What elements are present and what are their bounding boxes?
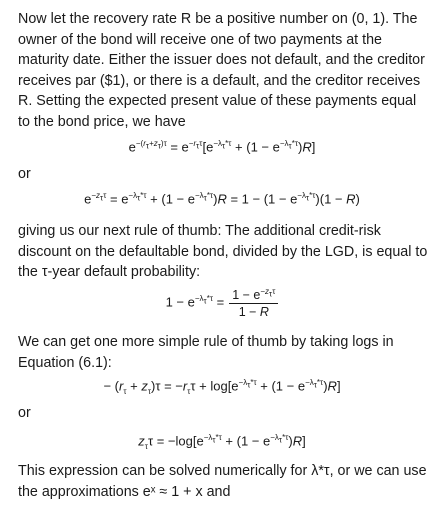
paragraph-numerical-solution: This expression can be solved numerically for λ*τ, or we can use the approximations eˣ ≈ 1 + x and [18,463,427,500]
fraction-denominator: 1 − R [238,305,269,320]
fraction-numerator: $1 - e^{-z_\tau\tau}$ [229,285,278,304]
connector-or-1: or [18,166,31,182]
equation-spread-log: $z_\tau\tau = -\log[e^{-\lambda_\tau*\tau} + (1 - e^{-\lambda_\tau*\tau})R]$ [138,433,306,451]
equation-lhs: $1 - e^{-\lambda_\tau*\tau}$ = [165,294,225,310]
paragraph-rule-of-thumb: giving us our next rule of thumb: The additional credit-risk discount on the defaultable bond, divided by the LGD, is equal to the τ-year default probability: [18,223,428,280]
paragraph-recovery-rate: Now let the recovery rate R be a positive number on (0, 1). The owner of the bond will receive one of two payments at the maturity date. Either the issuer does not default, and the creditor receives par ($1), or there is a default, and the creditor receives R. Setting the expected present value of these payments equal to the bond price, we have [18,11,425,130]
equation-default-probability [0,285,444,319]
equation-log-form: − $(r_\tau + z_\tau)\tau = -r_\tau\tau + \log[e^{-\lambda_\tau*\tau} + (1 - e^{-\lambda_\tau*\tau})R]$ [103,378,341,396]
connector-or-2: or [18,405,31,421]
paragraph-taking-logs: We can get one more simple rule of thumb by taking logs in Equation (6.1): [18,334,394,371]
equation-spread: $e^{-z_\tau\tau} = e^{-\lambda_\tau*\tau} + (1 - e^{-\lambda_\tau*\tau})R = 1 - (1 - e^{-\lambda_\tau*\tau})(1 - R)$ [84,191,360,207]
fraction [229,285,278,319]
equation-bond-price: $e^{-(r_\tau+z_\tau)\tau} = e^{-r_\tau\tau}[e^{-\lambda_\tau*\tau} + (1 - e^{-\lambda_\tau*\tau})R]$ [128,139,316,155]
